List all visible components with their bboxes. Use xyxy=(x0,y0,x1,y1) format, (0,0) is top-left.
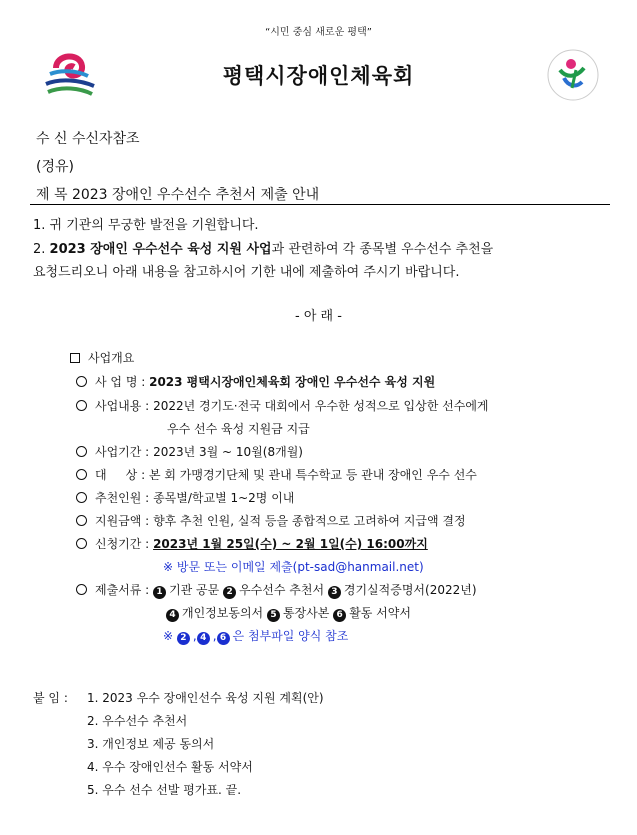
body-line-3: 요청드리오니 아래 내용을 참고하시어 기한 내에 제출하여 주시기 바랍니다. xyxy=(33,265,460,280)
circle-bullet-icon xyxy=(76,446,87,457)
documents-note: ※ 2 , 4 , 6 은 첨부파일 양식 참조 xyxy=(163,629,349,643)
body-line-1: 1. 귀 기관의 무궁한 발전을 기원합니다. xyxy=(33,218,259,233)
via-line: (경유) xyxy=(36,159,74,175)
attachment-item: 4. 우수 장애인선수 활동 서약서 xyxy=(87,760,253,774)
below-heading: - 아 래 - xyxy=(295,309,342,324)
attachments-label: 붙 임 : xyxy=(33,691,68,705)
attachment-item: 3. 개인정보 제공 동의서 xyxy=(87,737,215,751)
circle-bullet-icon xyxy=(76,515,87,526)
recipient-value: 수신자참조 xyxy=(71,131,140,147)
circle-bullet-icon xyxy=(76,492,87,503)
association-logo-icon xyxy=(546,48,600,102)
number-4-icon: 4 xyxy=(166,609,179,622)
slogan: “시민 중심 새로운 평택” xyxy=(265,27,372,38)
number-1-icon: 1 xyxy=(153,586,166,599)
circle-bullet-icon xyxy=(76,538,87,549)
project-name-bold: 2023 장애인 우수선수 육성 지원 사업 xyxy=(49,242,272,257)
subject-value: 2023 장애인 우수선수 추천서 제출 안내 xyxy=(71,187,320,203)
number-2-icon: 2 xyxy=(223,586,236,599)
item-headcount: 추천인원 : 종목별/학교별 1~2명 이내 xyxy=(76,489,294,506)
circle-bullet-icon xyxy=(76,376,87,387)
attachment-item: 5. 우수 선수 선발 평가표. 끝. xyxy=(87,783,242,797)
item-project-name: 사 업 명 : 2023 평택시장애인체육회 장애인 우수선수 육성 지원 xyxy=(76,373,435,390)
subject-line xyxy=(36,184,319,204)
item-documents: 제출서류 : 1 기관 공문 2 우수선수 추천서 3 경기실적증명서(2022년) xyxy=(76,581,477,599)
attachment-item: 1. 2023 우수 장애인선수 육성 지원 계획(안) xyxy=(87,691,324,705)
item-application-period: 신청기간 : 2023년 1월 25일(수) ~ 2월 1일(수) 16:00까지 xyxy=(76,535,428,552)
header-divider xyxy=(30,204,610,205)
recipient-label: 수 신 xyxy=(36,131,68,147)
circle-bullet-icon xyxy=(76,469,87,480)
attachment-item: 2. 우수선수 추천서 xyxy=(87,714,188,728)
item-project-period: 사업기간 : 2023년 3월 ~ 10월(8개월) xyxy=(76,443,303,460)
body-line-2: 2. 2023 장애인 우수선수 육성 지원 사업과 관련하여 각 종목별 우수선수 추천을 xyxy=(33,242,494,257)
organization-title: 평택시장애인체육회 xyxy=(222,64,415,88)
number-3-icon: 3 xyxy=(328,586,341,599)
circle-bullet-icon xyxy=(76,400,87,411)
circle-bullet-icon xyxy=(76,584,87,595)
item-support-amount: 지원금액 : 향후 추천 인원, 실적 등을 종합적으로 고려하여 지급액 결정 xyxy=(76,512,466,529)
number-5-icon: 5 xyxy=(267,609,280,622)
application-note: ※ 방문 또는 이메일 제출(pt-sad@hanmail.net) xyxy=(163,560,424,574)
item-target: 대 상 : 본 회 가맹경기단체 및 관내 특수학교 등 관내 장애인 우수 선수 xyxy=(76,466,477,483)
subject-label: 제 목 xyxy=(36,187,68,203)
section-title: 사업개요 xyxy=(70,349,134,366)
documents-line-2: 4 개인정보동의서 5 통장사본 6 활동 서약서 xyxy=(166,604,411,622)
item-project-content: 사업내용 : 2022년 경기도·전국 대회에서 우수한 성적으로 입상한 선수에게 xyxy=(76,397,489,414)
number-6-icon: 6 xyxy=(333,609,346,622)
item-project-content-cont: 우수 선수 육성 지원금 지급 xyxy=(167,422,310,436)
recipient-line xyxy=(36,128,140,148)
square-bullet-icon xyxy=(70,353,80,363)
